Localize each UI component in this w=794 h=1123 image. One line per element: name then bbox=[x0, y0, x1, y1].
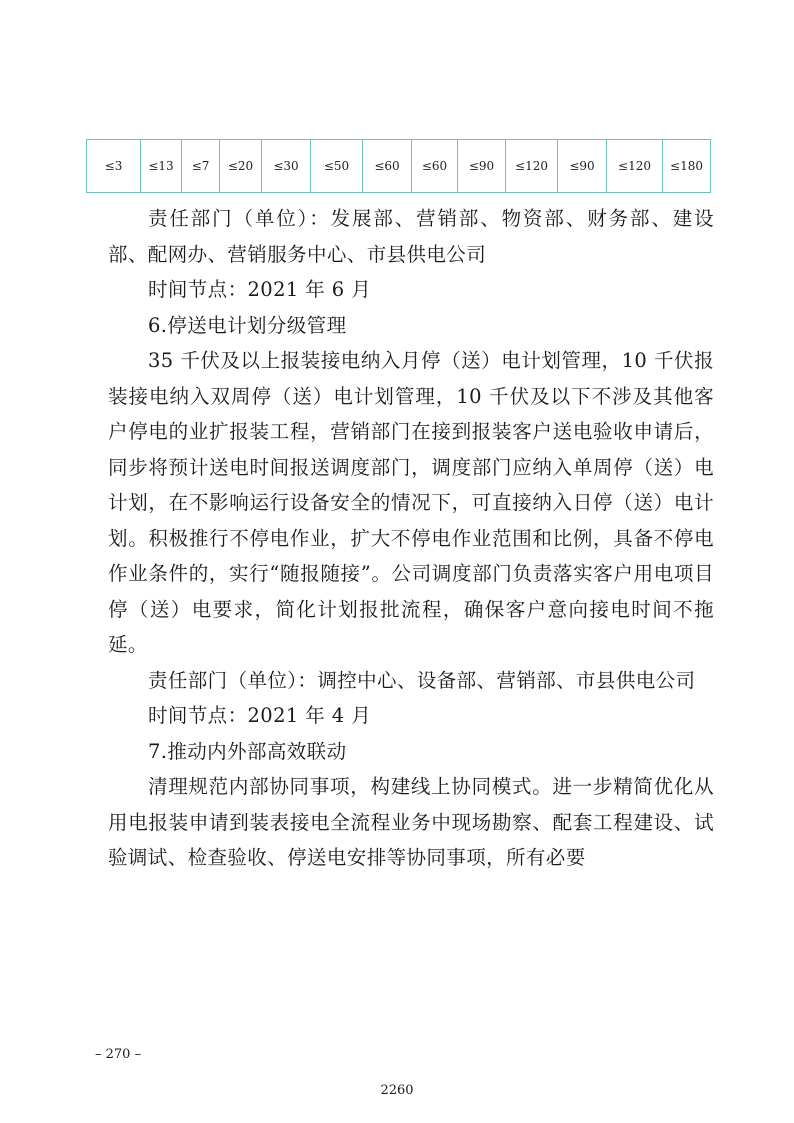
table-cell: ≤3 bbox=[87, 140, 141, 193]
table-cell: ≤180 bbox=[663, 140, 711, 193]
section-heading: 6.停送电计划分级管理 bbox=[147, 313, 347, 337]
table-cell: ≤90 bbox=[458, 140, 506, 193]
footer-number: 2260 bbox=[380, 1083, 414, 1098]
table-cell: ≤30 bbox=[262, 140, 311, 193]
body-paragraph: 35 千伏及以上报装接电纳入月停（送）电计划管理，10 千伏报装接电纳入双周停（送）电计划管理，10 千伏及以下不涉及其他客户停电的业扩报装工程，营销部门在接到报装客户送电验收申请后，同步将预计送电时间报送调度部门，调度部门应纳入单周停（送）电计划，在不影响运行设备安全的情况下，可直接纳入日停（送）电计划。积极推行不停电作业，扩大不停电作业范围和比例，具备不停电作业条件的，实行“随报随接”。公司调度部门负责落实客户用电项目停（送）电要求，简化计划报批流程，确保客户意向接电时间不拖延。 bbox=[108, 349, 714, 656]
table-cell: ≤90 bbox=[558, 140, 607, 193]
table-cell: ≤7 bbox=[182, 140, 220, 193]
table-row bbox=[87, 140, 711, 193]
page-number: – 270 – bbox=[95, 1047, 142, 1062]
time-limit-table bbox=[86, 139, 711, 193]
time-node: 时间节点：2021 年 6 月 bbox=[147, 278, 372, 301]
section-heading: 7.推动内外部高效联动 bbox=[147, 739, 347, 763]
table-cell: ≤13 bbox=[141, 140, 182, 193]
table-cell: ≤60 bbox=[412, 140, 458, 193]
body-paragraph: 清理规范内部协同事项，构建线上协同模式。进一步精简优化从用电报装申请到装表接电全流程业务中现场勘察、配套工程建设、试验调试、检查验收、停送电安排等协同事项，所有必要 bbox=[108, 775, 714, 869]
time-node: 时间节点：2021 年 4 月 bbox=[147, 704, 372, 727]
table-cell: ≤60 bbox=[363, 140, 412, 193]
table-cell: ≤120 bbox=[506, 140, 558, 193]
table-cell: ≤50 bbox=[311, 140, 363, 193]
responsible-departments: 责任部门（单位）：发展部、营销部、物资部、财务部、建设部、配网办、营销服务中心、市县供电公司 bbox=[108, 207, 714, 266]
responsible-departments: 责任部门（单位）：调控中心、设备部、营销部、市县供电公司 bbox=[147, 668, 696, 692]
table-cell: ≤20 bbox=[220, 140, 262, 193]
table-cell: ≤120 bbox=[607, 140, 663, 193]
document-body bbox=[108, 201, 714, 876]
